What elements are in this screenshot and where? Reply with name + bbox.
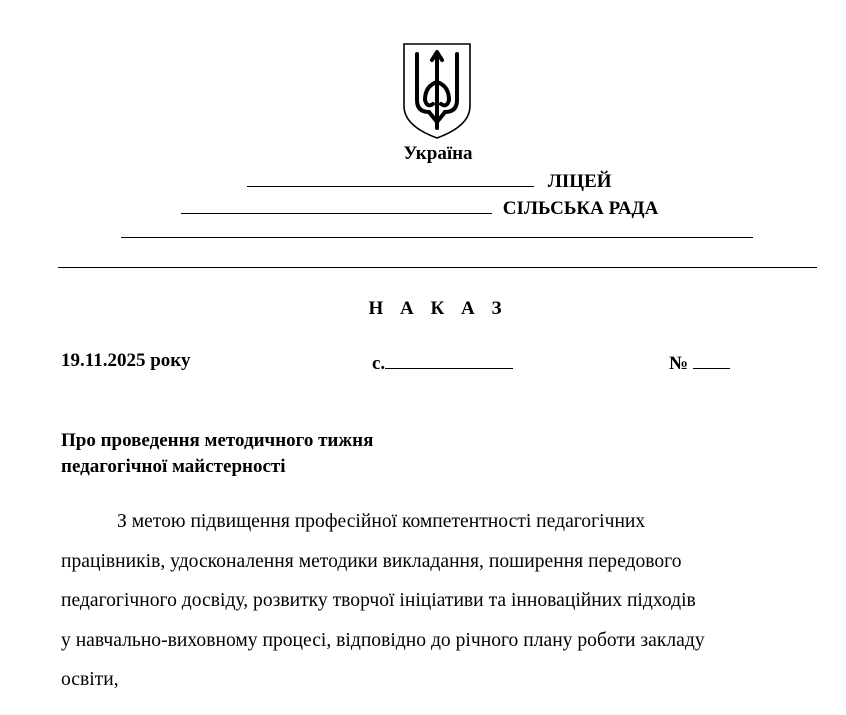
order-village	[372, 350, 513, 375]
order-number-blank[interactable]	[693, 350, 730, 369]
institution-type: ЛІЦЕЙ	[547, 171, 612, 192]
body-line: у навчально-виховному процесі, відповідно до річного плану роботи закладу	[61, 629, 705, 651]
body-line: працівників, удосконалення методики викладання, поширення передового	[61, 550, 682, 572]
number-prefix: №	[669, 353, 689, 374]
trident-coat-of-arms-icon	[401, 42, 473, 140]
subject-line: Про проведення методичного тижня	[61, 430, 374, 451]
institution-name-blank[interactable]	[247, 168, 534, 187]
subject-line: педагогічної майстерності	[61, 456, 286, 477]
body-line: педагогічного досвіду, розвитку творчої ініціативи та інноваційних підходів	[61, 590, 696, 611]
body-line: З метою підвищення професійної компетентності педагогічних	[117, 511, 646, 532]
institution-line	[247, 168, 612, 193]
order-body	[61, 502, 821, 700]
council-line	[181, 195, 658, 220]
order-date: 19.11.2025 року	[61, 350, 191, 371]
country-name: Україна	[403, 143, 473, 164]
council-type: СІЛЬСЬКА РАДА	[502, 198, 659, 219]
order-title: Н А К А З	[368, 298, 508, 319]
header-divider	[58, 267, 817, 268]
council-name-blank[interactable]	[181, 195, 492, 214]
address-blank-line[interactable]	[121, 237, 753, 238]
order-subject	[61, 428, 373, 480]
village-prefix: с.	[372, 353, 386, 374]
body-line: освіти,	[61, 669, 119, 690]
order-number	[669, 350, 730, 375]
village-name-blank[interactable]	[385, 350, 513, 369]
